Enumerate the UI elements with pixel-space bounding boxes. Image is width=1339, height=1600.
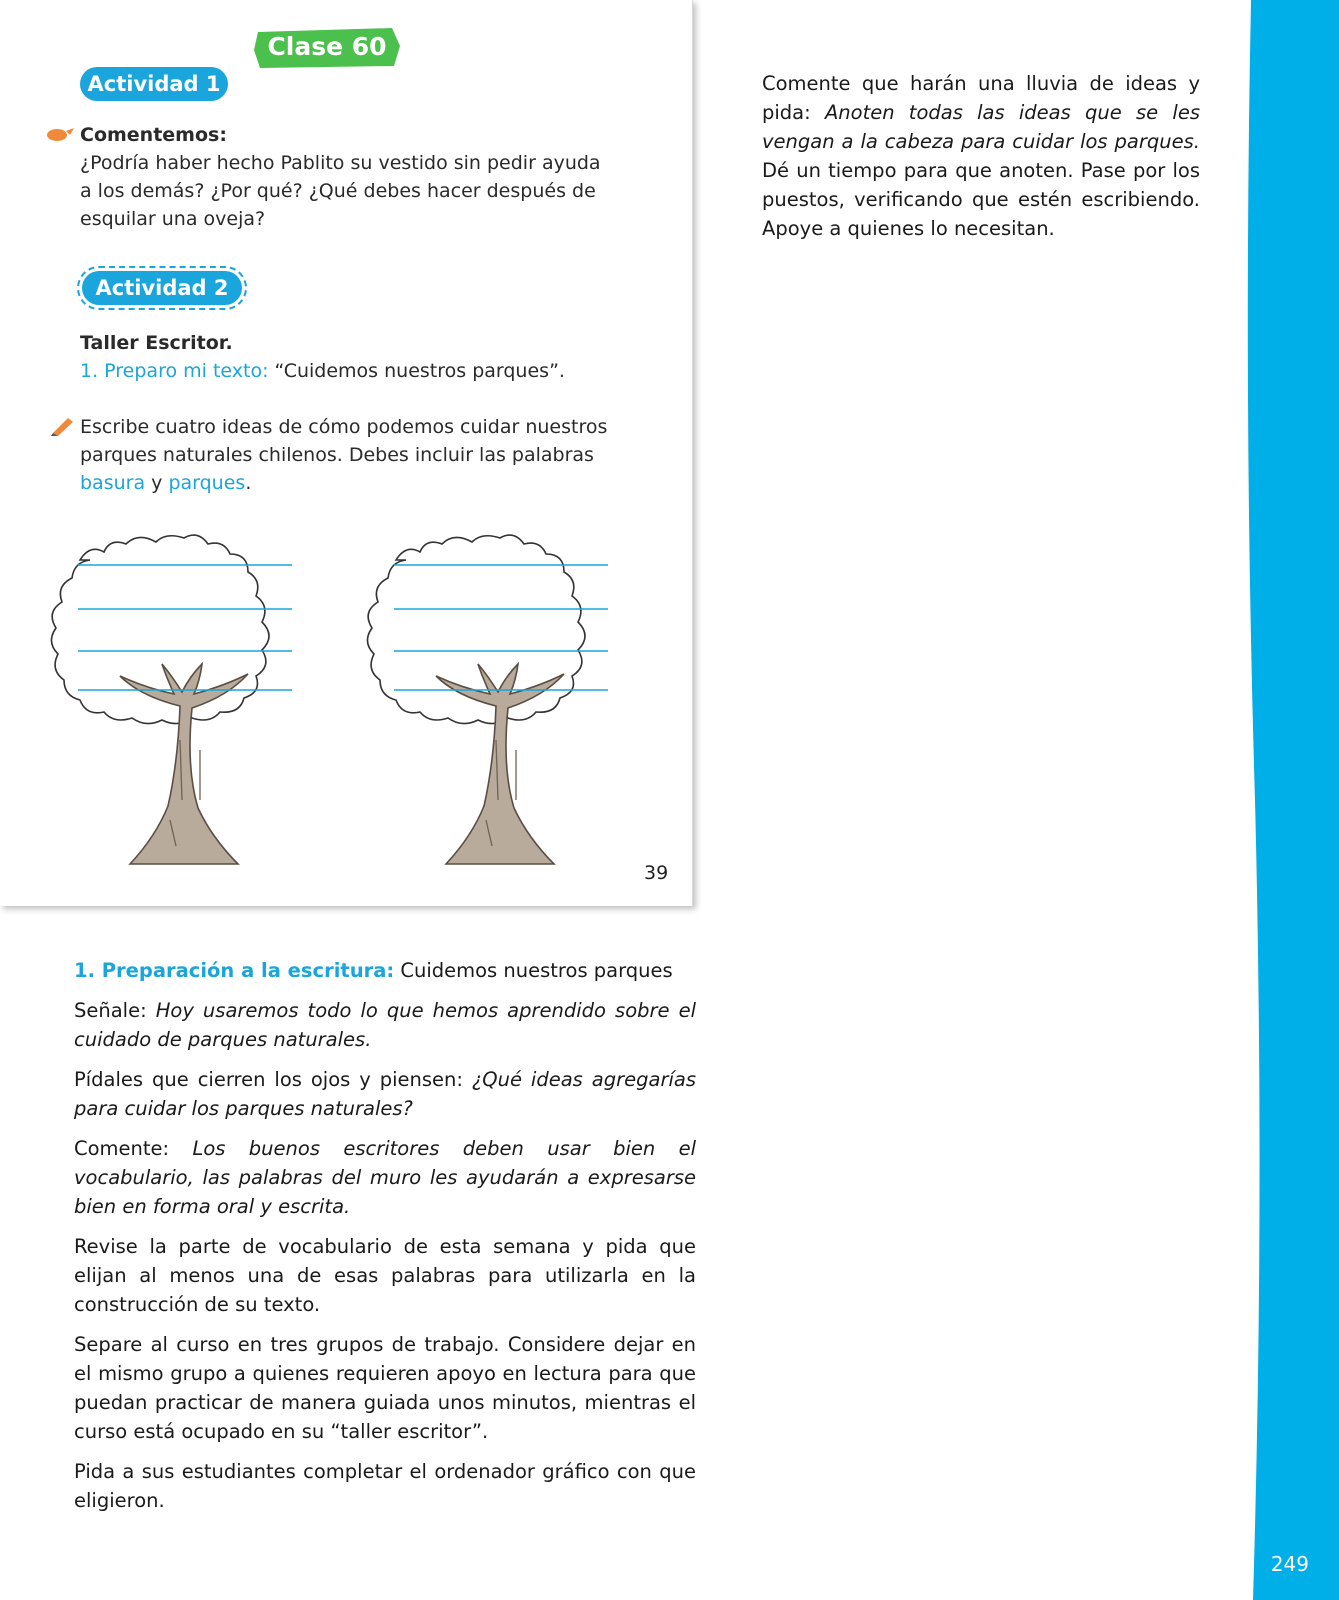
guide-p2-italic: ¿Qué ideas agregarías para cuidar los parques naturales? xyxy=(74,1068,696,1120)
pencil-icon xyxy=(50,414,76,436)
guide-paragraph-5: Separe al curso en tres grupos de trabajo. Considere dejar en el mismo grupo a quienes requieren apoyo en lectura para que puedan practicar de manera guiada unos minutos, mientras el curso está ocupado en su “taller escritor”. xyxy=(74,1333,696,1443)
guide-paragraph-6: Pida a sus estudiantes completar el ordenador gráfico con que eligieron. xyxy=(74,1460,696,1512)
step-line xyxy=(80,357,565,385)
activity1-pill: Actividad 1 xyxy=(80,67,228,101)
guide-paragraph-4: Revise la parte de vocabulario de esta semana y pida que elijan al menos una de esas palabras para utilizarla en la construcción de su texto. xyxy=(74,1235,696,1316)
step-text: “Cuidemos nuestros parques”. xyxy=(268,360,565,382)
clase-title-tag xyxy=(252,26,402,70)
instruction-line-2: parques naturales chilenos. Debes incluir las palabras xyxy=(80,444,594,466)
word-basura: basura xyxy=(80,472,146,494)
guide-p1-lead: Señale: xyxy=(74,999,156,1022)
comentemos-label: Comentemos: xyxy=(80,124,227,146)
speech-bubble-icon xyxy=(46,125,76,143)
guide-p1-italic: Hoy usaremos todo lo que hemos aprendido sobre el cuidado de parques naturales. xyxy=(74,999,696,1051)
guide-right-text-2: Dé un tiempo para que anoten. Pase por los puestos, verificando que estén escribiendo. Apoye a quienes lo necesitan. xyxy=(762,159,1200,240)
guide-paragraph-1 xyxy=(74,996,696,1054)
guide-paragraph-3 xyxy=(74,1134,696,1221)
guide-heading-text: Cuidemos nuestros parques xyxy=(394,959,673,982)
comentemos-line-1: ¿Podría haber hecho Pablito su vestido sin pedir ayuda xyxy=(80,152,601,174)
trees-illustration xyxy=(30,520,670,900)
step-label: 1. Preparo mi texto: xyxy=(80,360,269,382)
guide-right-text-1: Comente que harán una lluvia de ideas y pida: xyxy=(762,72,1200,124)
guide-right-italic: Anoten todas las ideas que se les vengan a la cabeza para cuidar los parques. xyxy=(762,101,1200,153)
guide-heading xyxy=(74,956,696,985)
guide-p3-lead: Comente: xyxy=(74,1137,193,1160)
instruction-line-3 xyxy=(80,469,251,497)
guide-right-text xyxy=(762,69,1200,243)
book-page-number: 39 xyxy=(644,862,669,884)
instruction-line-1: Escribe cuatro ideas de cómo podemos cuidar nuestros xyxy=(80,416,608,438)
student-book-page xyxy=(0,0,693,906)
period: . xyxy=(245,472,252,494)
comentemos-line-2: a los demás? ¿Por qué? ¿Qué debes hacer después de xyxy=(80,180,596,202)
clase-title: Clase 60 xyxy=(267,32,387,61)
activity2-pill: Actividad 2 xyxy=(82,271,242,305)
guide-bottom-text xyxy=(74,956,696,1526)
guide-p2-lead: Pídales que cierren los ojos y piensen: xyxy=(74,1068,472,1091)
guide-heading-label: 1. Preparación a la escritura: xyxy=(74,959,395,982)
side-band xyxy=(1239,0,1339,1600)
guide-p3-italic: Los buenos escritores deben usar bien el vocabulario, las palabras del muro les ayudarán a expresarse bien en forma oral y escrita. xyxy=(74,1137,696,1218)
comentemos-line-3: esquilar una oveja? xyxy=(80,208,266,230)
page-number: 249 xyxy=(1270,1552,1309,1576)
word-parques: parques xyxy=(168,472,246,494)
word-y: y xyxy=(145,472,169,494)
guide-paragraph-2 xyxy=(74,1065,696,1123)
taller-label: Taller Escritor. xyxy=(80,332,233,354)
